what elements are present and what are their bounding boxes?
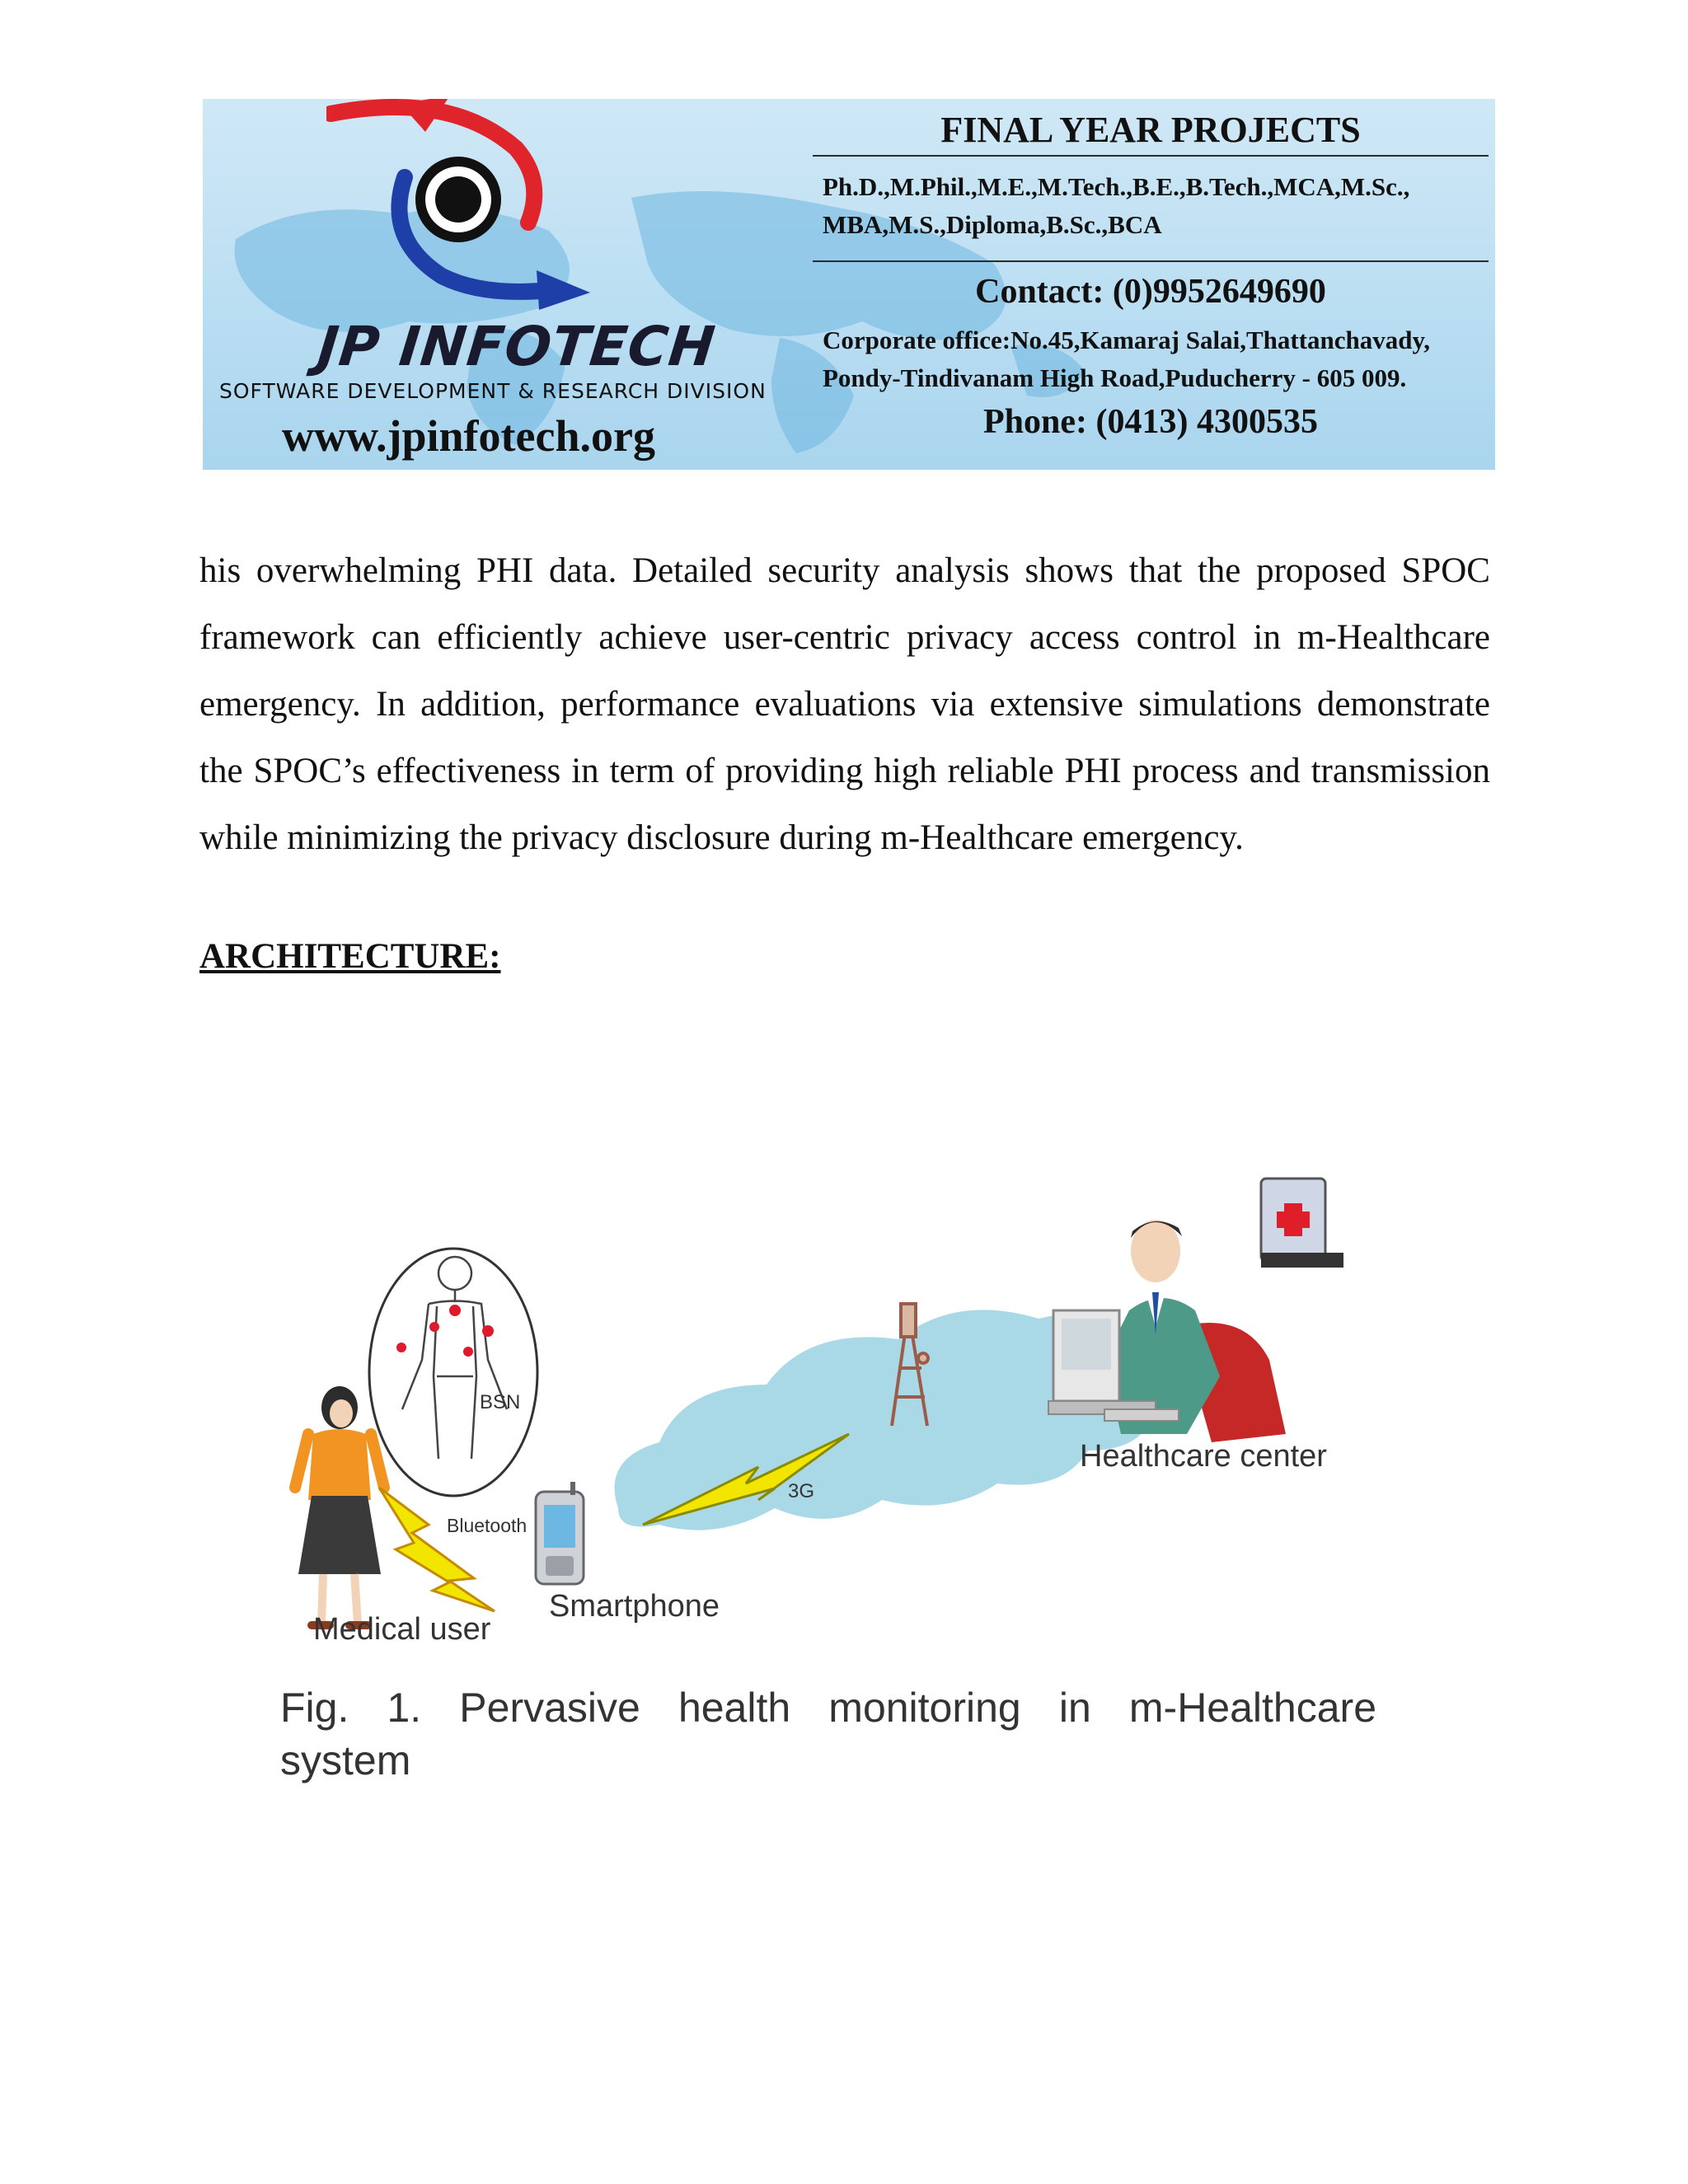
section-heading: ARCHITECTURE: (199, 937, 501, 976)
jp-infotech-logo-icon (326, 99, 673, 313)
degree-list (823, 168, 1482, 244)
medical-user-icon (295, 1386, 384, 1625)
degree-line: MBA,M.S.,Diploma,B.Sc.,BCA (823, 210, 1162, 239)
banner-divider (813, 260, 1489, 262)
figure-caption (280, 1681, 1376, 1787)
contact-number: Contact: (0)9952649690 (975, 273, 1326, 311)
address-line: Corporate office:No.45,Kamaraj Salai,Thattanchavady, (823, 326, 1431, 354)
medical-user-label: Medical user (313, 1612, 491, 1647)
brand-name: JP INFOTECH (314, 315, 719, 378)
smartphone-icon (536, 1482, 584, 1584)
bsn-ellipse (369, 1249, 537, 1496)
banner-title: FINAL YEAR PROJECTS (940, 110, 1361, 150)
phone-number: Phone: (0413) 4300535 (983, 403, 1318, 441)
network-label: 3G (788, 1480, 815, 1502)
office-address (823, 321, 1490, 397)
brand-subtitle: SOFTWARE DEVELOPMENT & RESEARCH DIVISION (219, 379, 767, 403)
website-link[interactable]: www.jpinfotech.org (282, 411, 655, 461)
architecture-diagram (272, 1162, 1401, 1690)
address-line: Pondy-Tindivanam High Road,Puducherry - 605 009. (823, 363, 1407, 392)
hospital-server-icon (1261, 1179, 1343, 1268)
bsn-label: BSN (480, 1391, 521, 1413)
bluetooth-lightning-icon (379, 1488, 495, 1611)
healthcare-center-label: Healthcare center (1080, 1439, 1327, 1474)
banner-divider (813, 155, 1489, 157)
body-paragraph: his overwhelming PHI data. Detailed security analysis shows that the proposed SPOC framework can efficiently achieve user-centric privacy access control in m-Healthcare emergency. In addition, performance evaluations via extensive simulations demonstrate the SPOC’s effectiveness in term of providing high reliable PHI process and transmission while minimizing the privacy disclosure during m-Healthcare emergency. (199, 551, 1490, 857)
bluetooth-label: Bluetooth (447, 1515, 528, 1536)
caption-text: Fig. 1. Pervasive health monitoring in m-Healthcare system (280, 1685, 1376, 1783)
header-banner (203, 99, 1495, 470)
smartphone-label: Smartphone (549, 1589, 720, 1624)
degree-line: Ph.D.,M.Phil.,M.E.,M.Tech.,B.E.,B.Tech.,MCA,M.Sc., (823, 172, 1410, 201)
